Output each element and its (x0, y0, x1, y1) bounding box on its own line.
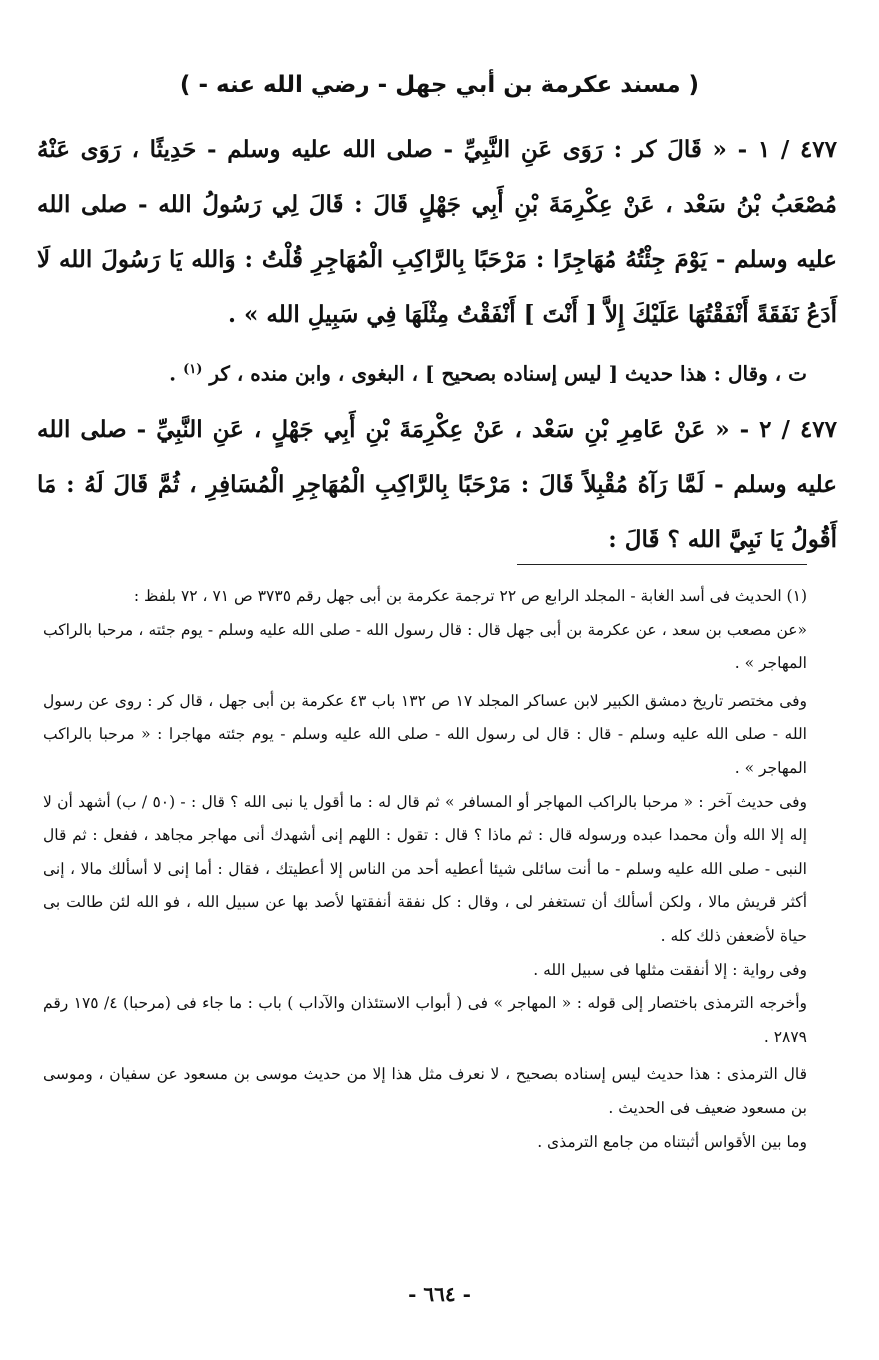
footnote-brackets-note: وما بين الأقواس أثبتناه من جامع الترمذى . (537, 1132, 807, 1151)
page-number: - ٦٦٤ - (408, 1282, 471, 1306)
footnote-divider (517, 564, 807, 565)
footnote-other-hadith: وفى حديث آخر : « مرحبا بالراكب المهاجر أو المسافر » ثم قال له : ما أقول يا نبى الله ؟ قال : - (٥٠ / ب) أشهد أن لا إله إلا الله وأن محمدا عبده ورسوله قال : ثم ماذا ؟ قال : تقول : اللهم إنى أشهدك أنى مهاجر مجاهد ، ففعل : ثم قال النبى - صلى الله عليه وسلم - ما أنت سائلى شيئا أعطيه أحد من الناس إلا أعطيتك ، فقال : أما إنى لا أسألك مالا ، إنى أكثر قريش مالا ، ولكن أسألك أن تستغفر لى ، وقال : كل نفقة أنفقتها لأصد بها عن سبيل الله ، فو الله لئن طالت بى حياة لأضعفن ذلك كله . (43, 792, 807, 945)
source-note-text: ت ، وقال : هذا حديث [ ليس إسناده بصحيح ] ، البغوى ، وابن منده ، كر (209, 361, 807, 386)
hadith-477-1-source-note (37, 342, 837, 402)
footnote-mukhtasar: وفى مختصر تاريخ دمشق الكبير لابن عساكر المجلد ١٧ ص ١٣٢ باب ٤٣ عكرمة بن أبى جهل ، قال كر : روى عن رسول الله - صلى الله عليه وسلم - قال : قال لى رسول الله - صلى الله عليه وسلم - يوم جئته مهاجرا : « مرحبا بالراكب المهاجر » . (43, 691, 808, 777)
source-note-end: . (169, 361, 184, 386)
footnote-tirmidhi-grading: قال الترمذى : هذا حديث ليس إسناده بصحيح ، لا نعرف مثل هذا إلا من حديث موسى بن مسعود عن سفيان ، وموسى بن مسعود ضعيف فى الحديث . (43, 1065, 807, 1117)
hadith-477-1: ٤٧٧ / ١ - « قَالَ كر : رَوَى عَنِ النَّبِيِّ - صلى الله عليه وسلم - حَدِيثًا ، رَوَى عَنْهُ مُصْعَبُ بْنُ سَعْد ، عَنْ عِكْرِمَةَ بْنِ أَبِي جَهْلٍ قَالَ : قَالَ لِي رَسُولُ الله - صلى الله عليه وسلم - يَوْمَ جِئْتُهُ مُهَاجِرًا : مَرْحَبًا بِالرَّاكِبِ الْمُهَاجِرِ قُلْتُ : وَالله يَا رَسُولَ الله لَا أَدَعُ نَفَقَةً أَنْفَقْتُهَا عَلَيْكَ إِلاَّ [ أَنْتَ ] أَنْفَقْتُ مِثْلَهَا فِي سَبِيلِ الله » . (37, 136, 837, 328)
section-title: ( مسند عكرمة بن أبي جهل - رضي الله عنه - ) (179, 72, 700, 98)
footnote-quote: «عن مصعب بن سعد ، عن عكرمة بن أبى جهل قال : قال رسول الله - صلى الله عليه وسلم - يوم جئته ، مرحبا بالراكب المهاجر » . (43, 620, 807, 673)
main-text (37, 122, 837, 567)
footnotes (43, 580, 807, 1159)
footnote-1: (١) الحديث فى أسد الغابة - المجلد الرابع ص ٢٢ ترجمة عكرمة بن أبى جهل رقم ٣٧٣٥ ص ٧١ ، ٧٢ بلفظ : (133, 587, 807, 605)
footnote-ref-1: (١) (183, 362, 203, 377)
hadith-477-2: ٤٧٧ / ٢ - « عَنْ عَامِرِ بْنِ سَعْد ، عَنْ عِكْرِمَةَ بْنِ أَبِي جَهْلٍ ، عَنِ النَّبِيِّ - صلى الله عليه وسلم - لَمَّا رَآهُ مُقْبِلاً قَالَ : مَرْحَبًا بِالرَّاكِبِ الْمُهَاجِرِ الْمُسَافِرِ ، ثُمَّ قَالَ لَهُ : مَا أَقُولُ يَا نَبِيَّ الله ؟ قَالَ : (37, 415, 838, 553)
footnote-riwaya: وفى رواية : إلا أنفقت مثلها فى سبيل الله . (533, 960, 807, 979)
footnote-tirmidhi: وأخرجه الترمذى باختصار إلى قوله : « المهاجر » فى ( أبواب الاستئذان والآداب ) باب : ما جاء فى (مرحبا) ٤/ ١٧٥ رقم ٢٨٧٩ . (43, 994, 808, 1046)
